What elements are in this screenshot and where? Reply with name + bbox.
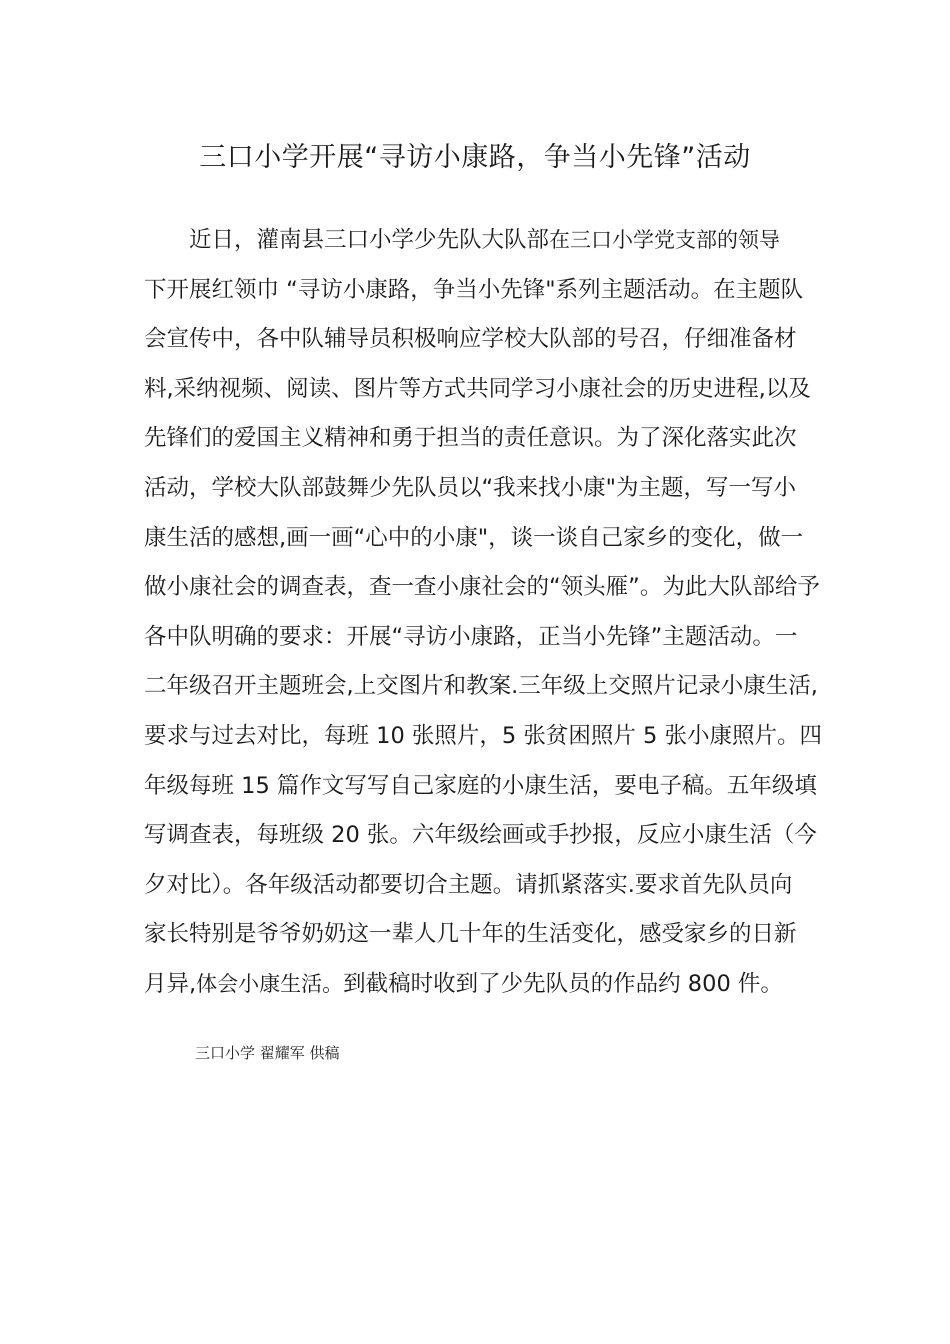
article-credit: 三口小学 翟耀军 供稿 (195, 1044, 340, 1062)
body-text-serif: 体会小康生活。 (196, 971, 344, 996)
body-line: 要求与过去对比，每班 10 张照片，5 张贫困照片 5 张小康照片。四 (144, 722, 823, 749)
body-line: 二年级召开主题班会,上交图片和教案.三年级上交照片记录小康生活, (144, 673, 818, 700)
body-line: 家长特别是爷爷奶奶这一辈人几十年的生活变化，感受家乡的日新 (144, 921, 797, 948)
body-text-serif: 在三口小学党支部的领导 (549, 228, 781, 252)
body-line (144, 216, 824, 266)
body-line: 料,采纳视频、阅读、图片等方式共同学习小康社会的历史进程,以及 (144, 375, 811, 402)
body-line: 下开展红领巾 “寻访小康路，争当小先锋"系列主题活动。在主题队 (144, 276, 804, 303)
body-text: 近日，灌南县三口小学少先队大队部 (189, 227, 550, 253)
body-line (144, 960, 824, 1010)
body-line: 各中队明确的要求：开展“寻访小康路，正当小先锋”主题活动。一 (144, 623, 798, 650)
body-line: 写调查表，每班级 20 张。六年级绘画或手抄报，反应小康生活（今 (144, 822, 817, 849)
body-line: 活动，学校大队部鼓舞少先队员以“我来找小康"为主题，写一写小 (144, 474, 797, 501)
article-title: 三口小学开展“寻访小康路，争当小先锋”活动 (199, 142, 751, 173)
body-line: 夕对比）。各年级活动都要切合主题。请抓紧落实.要求首先队员向 (144, 871, 793, 898)
body-line: 先锋们的爱国主义精神和勇于担当的责任意识。为了深化落实此次 (144, 425, 797, 452)
body-line: 年级每班 15 篇作文写写自己家庭的小康生活，要电子稿。五年级填 (144, 772, 817, 799)
body-text: 到截稿时收到了少先队员的作品约 800 件。 (343, 970, 783, 997)
body-line: 康生活的感想,画一画“心中的小康"，谈一谈自己家乡的变化，做一 (144, 524, 804, 551)
body-line: 做小康社会的调查表，查一查小康社会的“领头雁”。为此大队部给予 (144, 574, 820, 601)
body-text: 月异, (144, 970, 197, 997)
body-line: 会宣传中，各中队辅导员积极响应学校大队部的号召，仔细准备材 (144, 326, 797, 353)
article-body (144, 216, 824, 1010)
